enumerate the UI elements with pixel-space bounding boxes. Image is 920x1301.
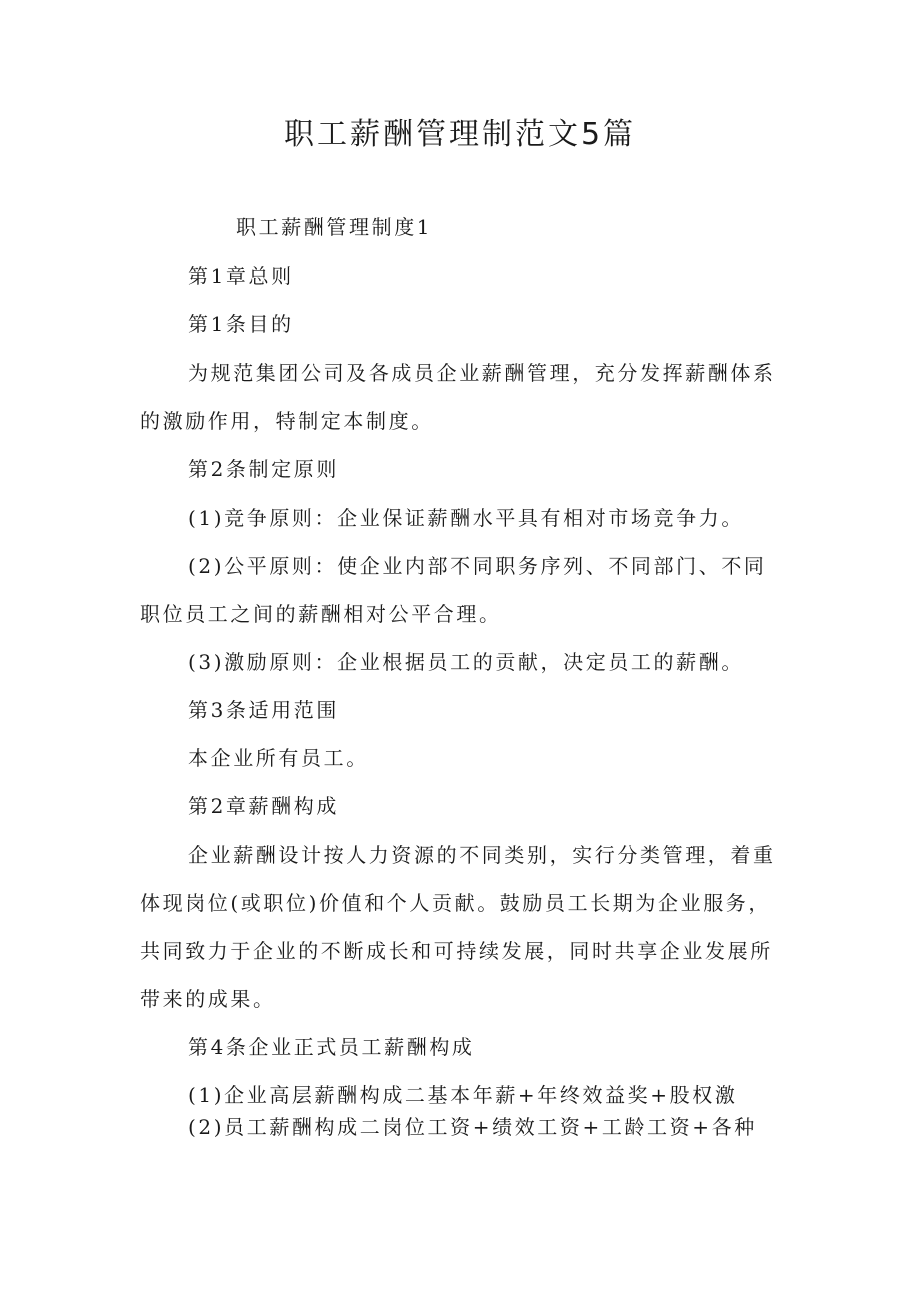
article-heading: 第1条目的 bbox=[188, 312, 294, 336]
paragraph-line: (1)企业高层薪酬构成二基本年薪+年终效益奖+股权激 bbox=[188, 1083, 738, 1107]
paragraph-line: (2)员工薪酬构成二岗位工资+绩效工资+工龄工资+各种 bbox=[188, 1115, 757, 1139]
section-heading: 职工薪酬管理制度1 bbox=[236, 215, 433, 239]
paragraph-line: 本企业所有员工。 bbox=[188, 746, 369, 770]
paragraph-line: 共同致力于企业的不断成长和可持续发展，同时共享企业发展所 bbox=[140, 939, 773, 963]
chapter-heading: 第2章薪酬构成 bbox=[188, 794, 339, 818]
paragraph-line: 职位员工之间的薪酬相对公平合理。 bbox=[140, 602, 502, 626]
paragraph-line: 带来的成果。 bbox=[140, 987, 276, 1011]
chapter-heading: 第1章总则 bbox=[188, 264, 294, 288]
paragraph-line: 企业薪酬设计按人力资源的不同类别，实行分类管理，着重 bbox=[188, 843, 776, 867]
paragraph-line: (2)公平原则：使企业内部不同职务序列、不同部门、不同 bbox=[188, 554, 767, 578]
paragraph-line: 体现岗位(或职位)价值和个人贡献。鼓励员工长期为企业服务， bbox=[140, 891, 772, 915]
document-title: 职工薪酬管理制范文5篇 bbox=[283, 117, 637, 152]
article-heading: 第2条制定原则 bbox=[188, 457, 339, 481]
paragraph-line: 为规范集团公司及各成员企业薪酬管理，充分发挥薪酬体系 bbox=[188, 361, 776, 385]
paragraph-line: (3)激励原则：企业根据员工的贡献，决定员工的薪酬。 bbox=[188, 650, 744, 674]
paragraph-line: (1)竞争原则：企业保证薪酬水平具有相对市场竞争力。 bbox=[188, 506, 744, 530]
article-heading: 第3条适用范围 bbox=[188, 698, 339, 722]
article-heading: 第4条企业正式员工薪酬构成 bbox=[188, 1035, 475, 1059]
paragraph-line: 的激励作用，特制定本制度。 bbox=[140, 409, 434, 433]
